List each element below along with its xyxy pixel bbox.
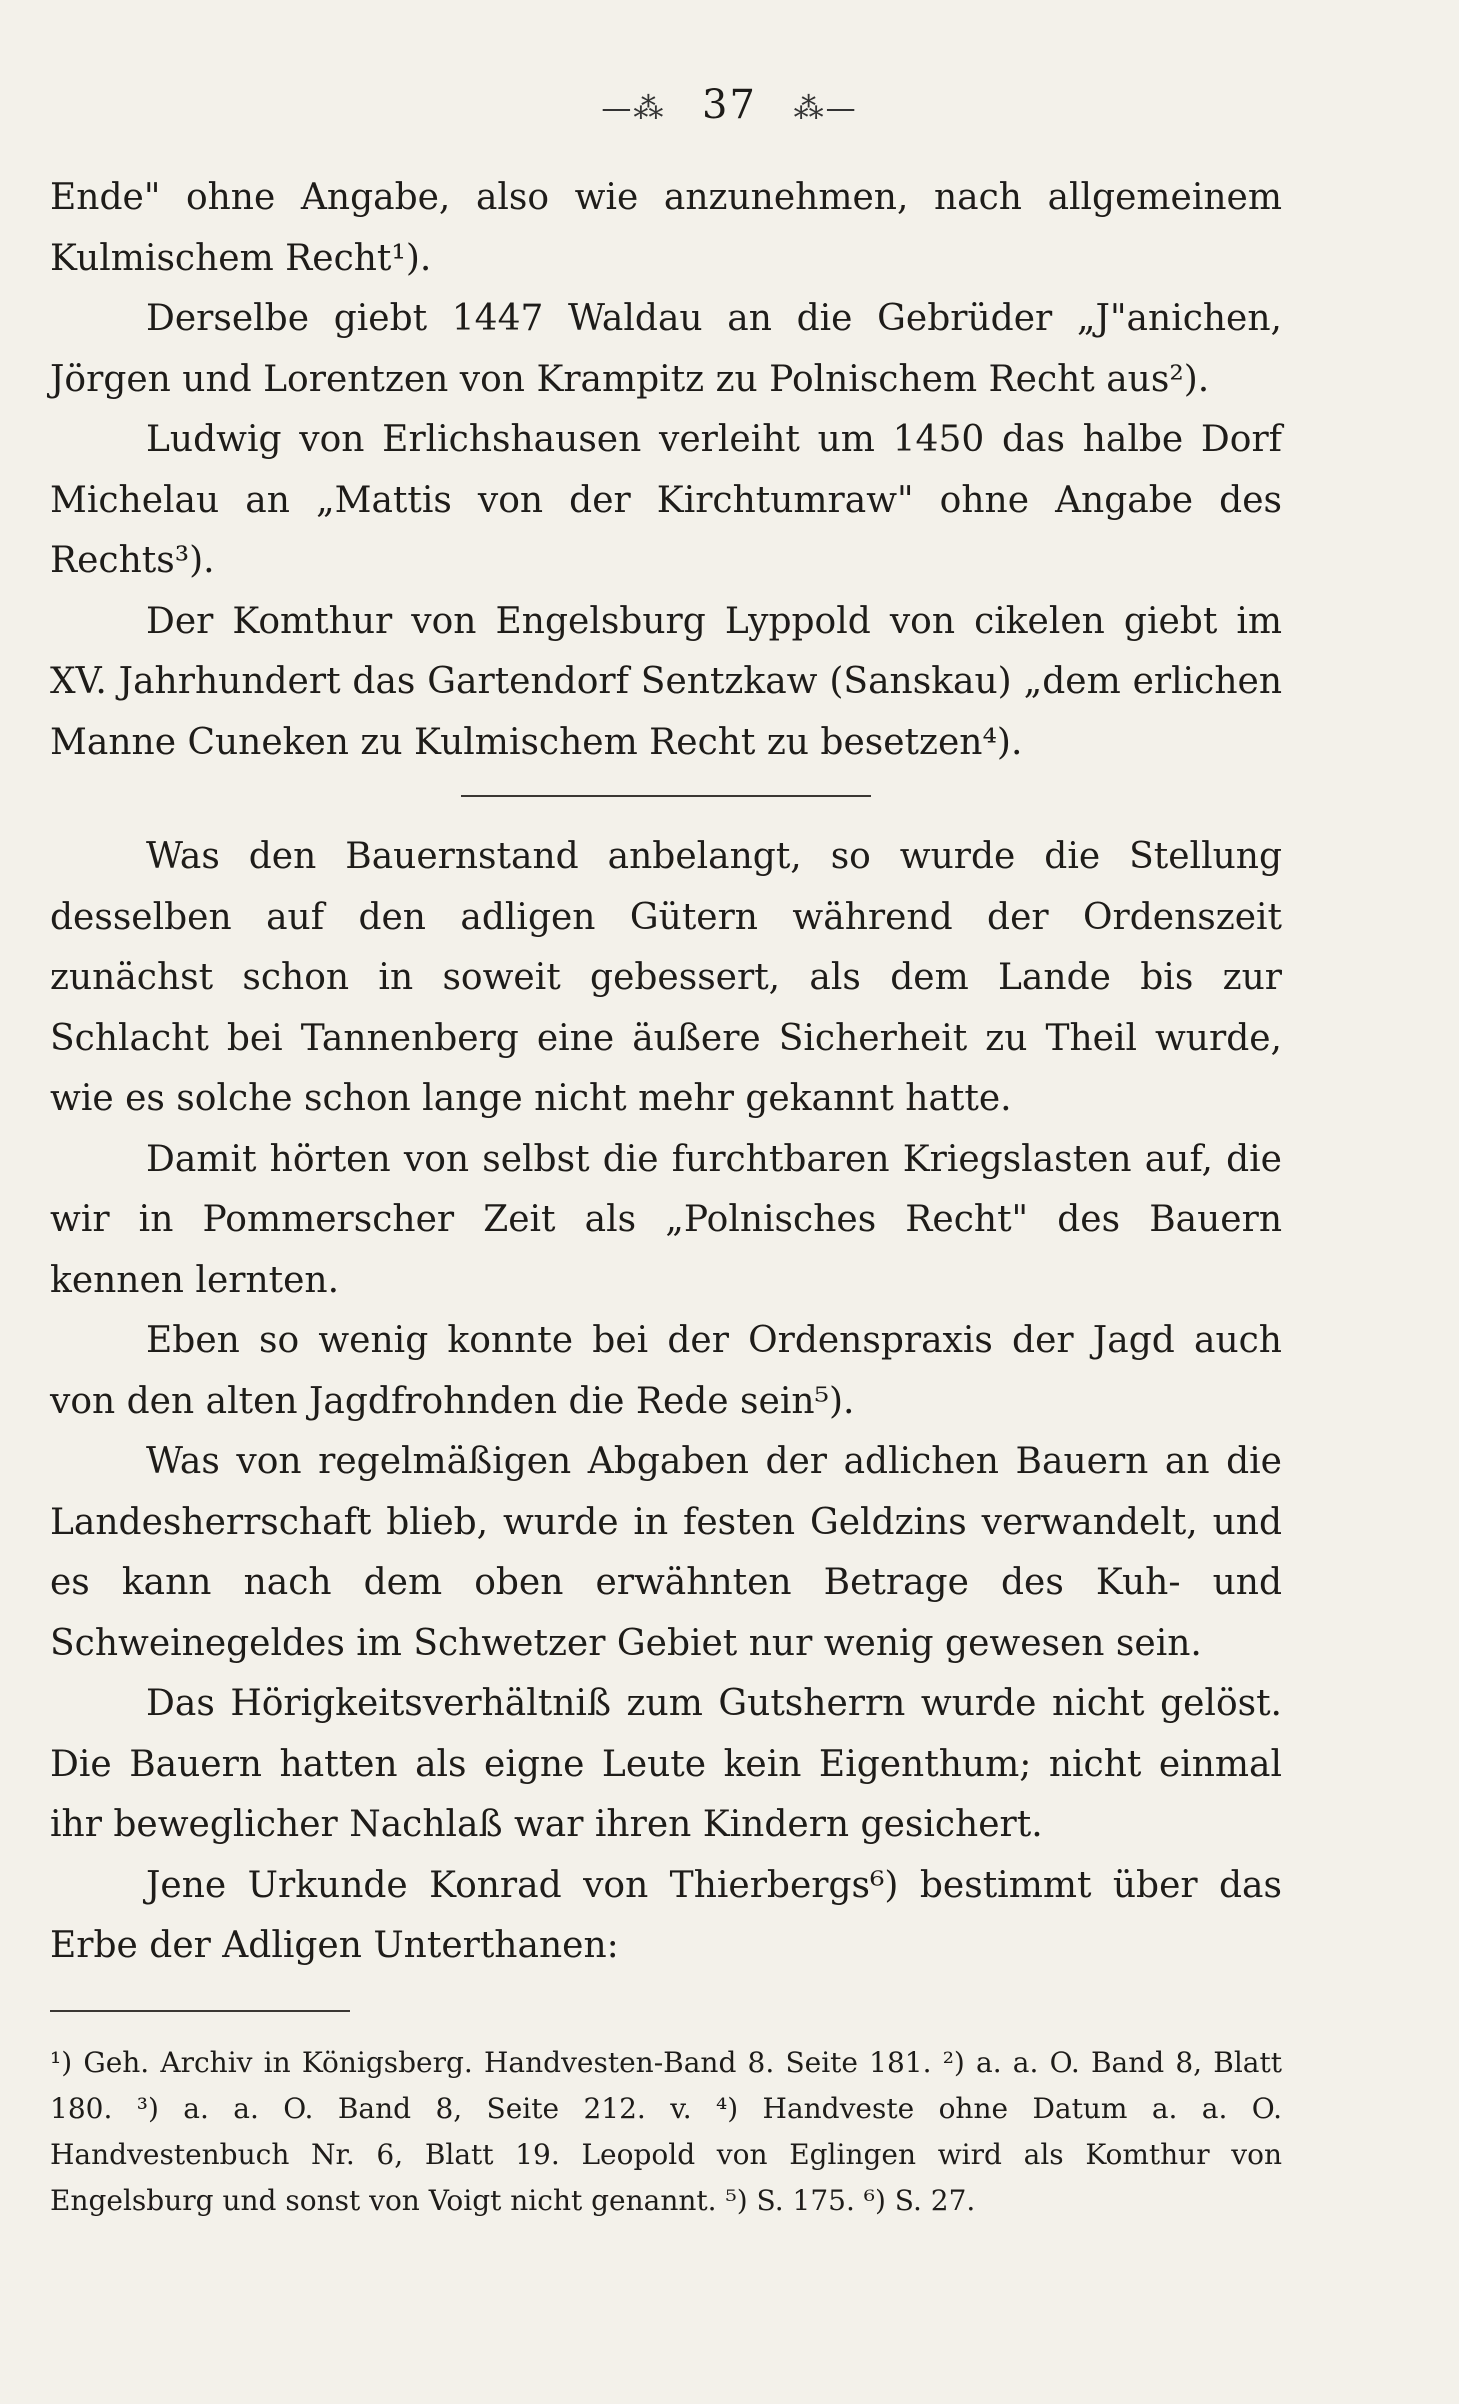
paragraph: Was von regelmäßigen Abgaben der adlichen Bauern an die Landesherrschaft blieb, wurde in festen Geldzins verwandelt, und es kann nach dem oben erwähnten Betrage des Kuh- und Schweinegeldes im Schwetzer Gebiet nur wenig gewesen sein.	[50, 1441, 1282, 1664]
paragraph: Ludwig von Erlichshausen verleiht um 1450 das halbe Dorf Michelau an „Mattis von der Kirchtumraw" ohne Angabe des Rechts³).	[50, 419, 1282, 581]
paragraph: Das Hörigkeitsverhältniß zum Gutsherrn wurde nicht gelöst. Die Bauern hatten als eigne Leute kein Eigenthum; nicht einmal ihr beweglicher Nachlaß war ihren Kindern gesichert.	[50, 1683, 1282, 1845]
section-divider	[461, 795, 871, 797]
right-ornament: ⁂—	[793, 91, 858, 126]
paragraph: Der Komthur von Engelsburg Lyppold von cikelen giebt im XV. Jahrhundert das Gartendorf Sentzkaw (Sanskau) „dem erlichen Manne Cuneken zu Kulmischem Recht zu besetzen⁴).	[50, 600, 1282, 763]
footnotes: ¹) Geh. Archiv in Königsberg. Handvesten-Band 8. Seite 181. ²) a. a. O. Band 8, Blatt 180. ³) a. a. O. Band 8, Seite 212. v. ⁴) Handveste ohne Datum a. a. O. Handvestenbuch Nr. 6, Blatt 19. Leopold von Eglingen wird als Komthur von Engelsburg und sonst von Voigt nicht genannt. ⁵) S. 175. ⁶) S. 27.	[50, 2046, 1282, 2217]
left-ornament: —⁂	[601, 91, 666, 126]
paragraph: Was den Bauernstand anbelangt, so wurde die Stellung desselben auf den adligen Gütern während der Ordenszeit zunächst schon in soweit gebessert, als dem Lande bis zur Schlacht bei Tannenberg eine äußere Sicherheit zu Theil wurde, wie es solche schon lange nicht mehr gekannt hatte.	[50, 836, 1282, 1119]
paragraph: Derselbe giebt 1447 Waldau an die Gebrüder „J"anichen, Jörgen und Lorentzen von Krampitz zu Polnischem Recht aus²).	[50, 298, 1282, 400]
paragraph: Ende" ohne Angabe, also wie anzunehmen, nach allgemeinem Kulmischem Recht¹).	[50, 177, 1282, 279]
main-text	[50, 168, 1282, 1977]
paragraph: Eben so wenig konnte bei der Ordenspraxis der Jagd auch von den alten Jagdfrohnden die Rede sein⁵).	[50, 1320, 1282, 1422]
page-header	[0, 82, 1459, 128]
footnote-divider	[50, 2010, 350, 2012]
paragraph: Damit hörten von selbst die furchtbaren Kriegslasten auf, die wir in Pommerscher Zeit als „Polnisches Recht" des Bauern kennen lernten.	[50, 1138, 1282, 1301]
page-number: 37	[702, 82, 757, 128]
paragraph: Jene Urkunde Konrad von Thierbergs⁶) bestimmt über das Erbe der Adligen Unterthanen:	[50, 1864, 1282, 1966]
